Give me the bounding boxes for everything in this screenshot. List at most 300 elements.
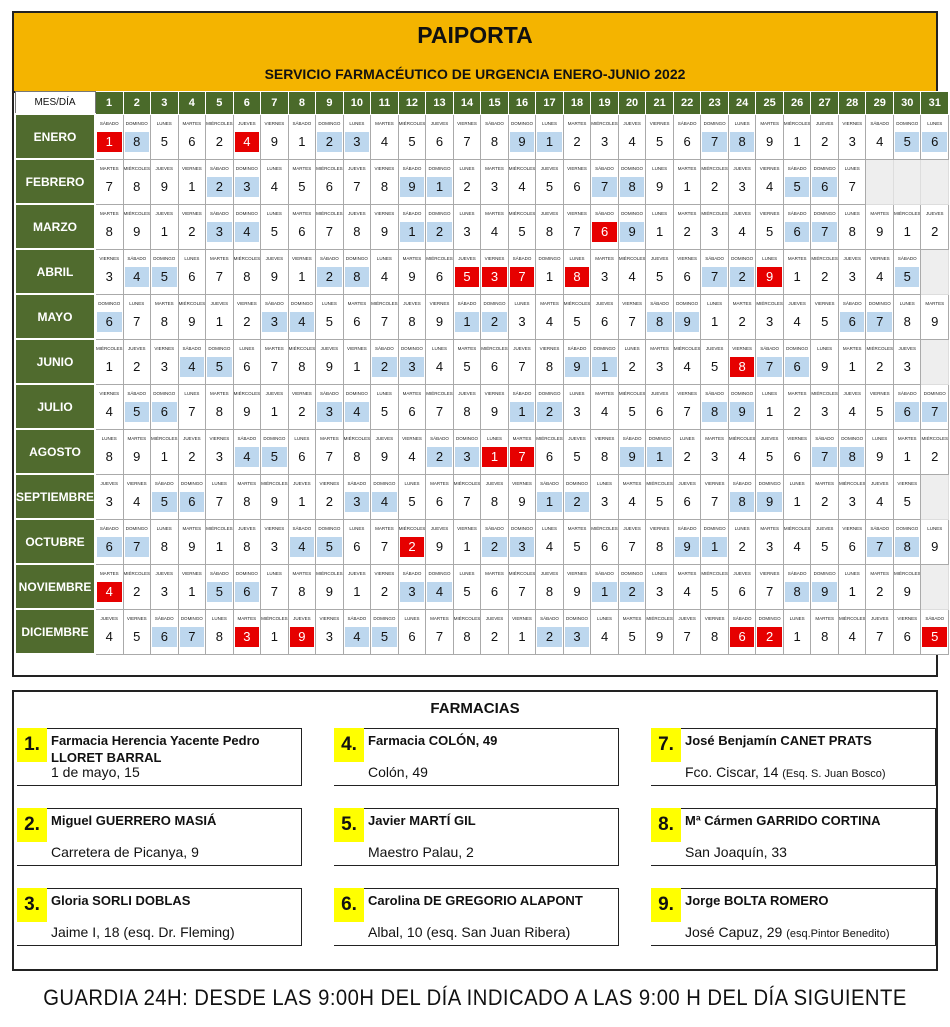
pharmacy-number: 9 <box>903 583 911 599</box>
weekday-label: JUEVES <box>540 165 559 171</box>
weekday-label: SÁBADO <box>237 435 257 441</box>
weekday-label: VIERNES <box>814 300 835 306</box>
pharmacy-number: 6 <box>325 178 334 194</box>
day-cell <box>453 294 481 339</box>
day-cell <box>811 294 839 339</box>
weekday-label: VIERNES <box>869 255 890 261</box>
month-row <box>15 114 949 159</box>
pharmacy-number: 2 <box>537 627 562 647</box>
pharmacy-number: 6 <box>188 268 196 284</box>
weekday-label: LUNES <box>872 435 888 441</box>
day-cell <box>206 519 234 564</box>
pharmacy-number: 1 <box>188 178 196 194</box>
day-cell <box>233 564 261 609</box>
day-cell <box>123 429 151 474</box>
pharmacy-number: 5 <box>655 133 664 149</box>
day-cell <box>728 114 756 159</box>
weekday-label: DOMINGO <box>676 300 699 306</box>
pharmacy-number: 6 <box>683 268 691 284</box>
weekday-label: SÁBADO <box>677 525 697 531</box>
day-cell <box>893 204 921 249</box>
pharmacy-number: 7 <box>188 403 196 419</box>
weekday-label: JUEVES <box>155 210 174 216</box>
day-cell <box>508 564 536 609</box>
day-header: 5 <box>206 92 234 115</box>
day-cell <box>618 609 646 654</box>
pharmacy-number: 2 <box>463 178 471 194</box>
weekday-label: MARTES <box>237 480 257 486</box>
pharmacy-number: 3 <box>766 538 774 554</box>
weekday-label: SÁBADO <box>897 255 917 261</box>
weekday-label: MIÉRCOLES <box>508 210 536 216</box>
pharmacy-number-badge: 7. <box>651 728 681 762</box>
day-cell <box>701 474 729 519</box>
pharmacy-number: 9 <box>188 538 196 554</box>
page-title: PAIPORTA <box>417 22 533 48</box>
pharmacy-name: Javier MARTÍ GIL <box>368 813 476 828</box>
header-month-day-label: MES/DÍA <box>15 92 95 115</box>
pharmacy-number: 3 <box>766 313 774 329</box>
pharmacy-number: 7 <box>848 178 856 194</box>
weekday-label: MIÉRCOLES <box>618 255 646 261</box>
weekday-label: SÁBADO <box>705 255 724 261</box>
pharmacy-number: 4 <box>545 538 554 554</box>
pharmacy-number: 4 <box>235 447 260 467</box>
day-cell <box>398 159 426 204</box>
day-cell <box>646 609 674 654</box>
weekday-label: DOMINGO <box>98 300 121 306</box>
pharmacy-number: 9 <box>565 357 590 377</box>
pharmacy-number: 9 <box>188 313 196 329</box>
pharmacy-number: 3 <box>573 403 581 419</box>
day-header: 1 <box>95 92 123 115</box>
weekday-label: LUNES <box>652 210 668 216</box>
weekday-label: LUNES <box>514 300 530 306</box>
weekday-label: JUEVES <box>430 525 449 531</box>
pharmacy-number: 3 <box>848 133 856 149</box>
weekday-label: MIÉRCOLES <box>123 210 151 216</box>
pharmacy-number: 2 <box>188 448 196 464</box>
weekday-label: DOMINGO <box>621 165 644 171</box>
pharmacy-number: 5 <box>655 493 664 509</box>
day-header: 22 <box>673 92 701 115</box>
weekday-label: VIERNES <box>732 345 753 351</box>
weekday-label: SÁBADO <box>870 525 890 531</box>
day-cell <box>838 609 866 654</box>
weekday-label: LUNES <box>349 525 365 531</box>
weekday-label: VIERNES <box>126 615 147 621</box>
pharmacy-number-badge: 3. <box>17 888 47 922</box>
pharmacy-number: 4 <box>290 312 315 332</box>
month-row <box>15 339 949 384</box>
pharmacy-number: 3 <box>600 493 609 509</box>
pharmacy-number: 1 <box>793 493 801 509</box>
pharmacy-number: 3 <box>455 447 480 467</box>
weekday-label: JUEVES <box>925 210 944 216</box>
pharmacy-number: 5 <box>463 583 471 599</box>
day-cell <box>783 159 811 204</box>
day-cell <box>206 294 234 339</box>
day-cell <box>536 339 564 384</box>
day-cell <box>178 384 206 429</box>
weekday-label: DOMINGO <box>428 165 451 171</box>
weekday-label: LUNES <box>789 480 805 486</box>
day-cell <box>701 429 729 474</box>
month-label: OCTUBRE <box>15 519 95 564</box>
day-cell <box>536 564 564 609</box>
pharmacy-number: 5 <box>573 313 581 329</box>
weekday-label: LUNES <box>597 480 613 486</box>
pharmacy-number: 8 <box>298 358 306 374</box>
day-cell <box>316 249 344 294</box>
weekday-label: JUEVES <box>210 300 229 306</box>
day-cell <box>233 429 261 474</box>
day-cell <box>233 114 261 159</box>
pharmacy-number: 4 <box>97 582 122 602</box>
pharmacy-number: 7 <box>270 583 278 599</box>
day-cell <box>178 339 206 384</box>
day-cell <box>261 294 289 339</box>
pharmacy-number: 4 <box>235 132 260 152</box>
day-cell <box>756 474 784 519</box>
day-cell <box>206 159 234 204</box>
day-cell <box>701 564 729 609</box>
pharmacy-number: 8 <box>243 493 251 509</box>
weekday-label: MIÉRCOLES <box>288 345 316 351</box>
pharmacy-number: 5 <box>380 403 389 419</box>
day-cell <box>783 384 811 429</box>
weekday-label: SÁBADO <box>99 120 119 126</box>
day-cell <box>288 519 316 564</box>
pharmacy-number: 6 <box>683 493 691 509</box>
weekday-label: DOMINGO <box>153 255 176 261</box>
day-cell <box>701 609 729 654</box>
weekday-label: JUEVES <box>678 480 696 486</box>
pharmacy-number: 6 <box>600 538 609 554</box>
day-cell <box>288 339 316 384</box>
month-row <box>15 429 949 474</box>
day-cell <box>811 609 839 654</box>
day-cell <box>811 474 839 519</box>
weekday-label: JUEVES <box>650 255 669 261</box>
weekday-label: MARTES <box>732 300 752 306</box>
weekday-label: JUEVES <box>870 615 889 621</box>
weekday-label: DOMINGO <box>318 120 341 126</box>
weekday-label: SÁBADO <box>485 120 504 126</box>
empty-cell <box>866 159 894 204</box>
weekday-label: DOMINGO <box>841 435 864 441</box>
pharmacy-number: 9 <box>243 403 251 419</box>
weekday-label: VIERNES <box>319 480 340 486</box>
weekday-label: JUEVES <box>375 435 394 441</box>
page-subtitle: SERVICIO FARMACÉUTICO DE URGENCIA ENERO-JUNIO 2022 <box>264 66 686 82</box>
weekday-label: MARTES <box>650 345 669 351</box>
pharmacy-number-badge: 5. <box>334 808 364 842</box>
day-cell <box>123 294 151 339</box>
pharmacy-number: 8 <box>647 312 672 332</box>
weekday-label: MIÉRCOLES <box>316 165 343 171</box>
day-cell <box>756 294 784 339</box>
weekday-label: LUNES <box>542 525 558 531</box>
weekday-label: DOMINGO <box>538 390 561 396</box>
pharmacy-number: 8 <box>620 177 645 197</box>
weekday-label: DOMINGO <box>235 570 258 576</box>
day-cell <box>728 294 756 339</box>
weekday-label: SÁBADO <box>209 570 229 576</box>
weekday-label: LUNES <box>486 435 502 441</box>
day-header: 14 <box>453 92 481 115</box>
weekday-label: SÁBADO <box>209 210 229 216</box>
day-cell <box>178 159 206 204</box>
pharmacy-number: 9 <box>325 358 334 374</box>
weekday-label: MIÉRCOLES <box>921 435 948 441</box>
pharmacy-number: 3 <box>160 583 168 599</box>
weekday-label: MIÉRCOLES <box>783 525 811 531</box>
pharmacy-number: 5 <box>325 313 334 329</box>
weekday-label: JUEVES <box>733 570 751 576</box>
pharmacy-number: 1 <box>353 358 361 374</box>
pharmacy-number: 7 <box>922 402 947 422</box>
weekday-label: MARTES <box>320 435 339 441</box>
pharmacy-number: 8 <box>105 448 113 464</box>
weekday-label: LUNES <box>156 525 172 531</box>
day-cell <box>536 114 564 159</box>
weekday-label: VIERNES <box>842 525 863 531</box>
pharmacy-number: 4 <box>683 583 691 599</box>
day-cell <box>701 339 729 384</box>
pharmacy-number: 9 <box>435 313 444 329</box>
pharmacy-number: 8 <box>490 133 499 149</box>
day-cell <box>453 159 481 204</box>
weekday-label: MARTES <box>154 300 174 306</box>
pharmacy-number: 6 <box>793 448 801 464</box>
weekday-label: LUNES <box>239 345 255 351</box>
weekday-label: VIERNES <box>292 255 312 261</box>
weekday-label: SÁBADO <box>292 525 312 531</box>
weekday-label: DOMINGO <box>731 255 754 261</box>
pharmacy-number: 8 <box>463 628 471 644</box>
day-cell <box>811 384 839 429</box>
day-cell <box>563 339 591 384</box>
day-cell <box>371 429 399 474</box>
pharmacy-number: 9 <box>435 538 444 554</box>
weekday-label: LUNES <box>542 120 558 126</box>
day-cell <box>618 159 646 204</box>
pharmacy-address: Fco. Ciscar, 14 <box>685 764 779 780</box>
pharmacy-number-badge: 6. <box>334 888 364 922</box>
day-cell <box>536 519 564 564</box>
weekday-label: MARTES <box>705 435 724 441</box>
pharmacy-number: 2 <box>931 223 939 239</box>
pharmacy-number: 1 <box>647 447 672 467</box>
day-cell <box>151 249 179 294</box>
pharmacy-number: 4 <box>345 627 370 647</box>
weekday-label: VIERNES <box>484 255 505 261</box>
day-cell <box>563 519 591 564</box>
day-cell <box>673 519 701 564</box>
day-cell <box>508 519 536 564</box>
pharmacy-number: 1 <box>298 493 306 509</box>
day-cell <box>261 564 289 609</box>
weekday-label: SÁBADO <box>154 480 174 486</box>
day-cell <box>453 384 481 429</box>
weekday-label: DOMINGO <box>235 210 258 216</box>
pharmacy-number: 3 <box>105 268 113 284</box>
weekday-label: MARTES <box>402 255 422 261</box>
weekday-label: JUEVES <box>348 210 366 216</box>
pharmacy-number: 1 <box>537 132 562 152</box>
weekday-label: SÁBADO <box>320 390 339 396</box>
month-label: JULIO <box>15 384 95 429</box>
day-cell <box>343 339 371 384</box>
pharmacy-number: 7 <box>711 493 719 509</box>
day-cell <box>426 384 454 429</box>
pharmacy-number: 7 <box>510 267 535 287</box>
pharmacy-number: 9 <box>325 583 334 599</box>
pharmacy-number: 6 <box>922 132 947 152</box>
pharmacy-address-line <box>685 764 935 780</box>
weekday-label: MARTES <box>99 210 119 216</box>
pharmacy-address: Carretera de Picanya, 9 <box>51 844 199 860</box>
weekday-label: MIÉRCOLES <box>728 435 756 441</box>
weekday-label: VIERNES <box>181 165 202 171</box>
day-cell <box>343 159 371 204</box>
day-cell <box>178 429 206 474</box>
pharmacy-address-line <box>368 844 618 860</box>
day-cell <box>261 474 289 519</box>
pharmacy-card <box>651 808 936 868</box>
weekday-label: MARTES <box>430 480 449 486</box>
day-cell <box>783 204 811 249</box>
pharmacy-card <box>651 888 936 948</box>
day-cell <box>508 429 536 474</box>
day-cell <box>783 294 811 339</box>
pharmacy-number: 6 <box>97 537 122 557</box>
pharmacy-number: 8 <box>463 403 471 419</box>
weekday-label: MARTES <box>99 165 119 171</box>
pharmacy-number: 9 <box>573 583 581 599</box>
pharmacy-number: 3 <box>235 627 260 647</box>
pharmacy-number: 3 <box>565 627 590 647</box>
day-cell <box>178 249 206 294</box>
day-cell <box>426 339 454 384</box>
day-cell <box>756 249 784 294</box>
day-cell <box>261 429 289 474</box>
pharmacy-number: 1 <box>482 447 507 467</box>
pharmacy-number: 6 <box>812 177 837 197</box>
day-cell <box>536 249 564 294</box>
day-cell <box>756 564 784 609</box>
pharmacy-number: 7 <box>518 583 526 599</box>
weekday-label: JUEVES <box>540 210 559 216</box>
weekday-label: MIÉRCOLES <box>536 435 563 441</box>
day-cell <box>206 249 234 294</box>
day-cell <box>316 609 344 654</box>
pharmacy-number: 3 <box>262 312 287 332</box>
day-cell <box>453 564 481 609</box>
weekday-label: JUEVES <box>843 390 861 396</box>
day-cell <box>371 564 399 609</box>
weekday-label: MIÉRCOLES <box>151 435 178 441</box>
pharmacy-number: 4 <box>235 222 260 242</box>
pharmacy-number: 5 <box>628 403 636 419</box>
weekday-label: MARTES <box>485 570 504 576</box>
day-cell <box>261 114 289 159</box>
pharmacy-number: 6 <box>97 312 122 332</box>
day-cell <box>701 114 729 159</box>
pharmacy-number: 1 <box>510 402 535 422</box>
pharmacy-number: 4 <box>683 358 691 374</box>
weekday-label: LUNES <box>459 570 475 576</box>
pharmacy-number: 8 <box>702 402 727 422</box>
day-cell <box>701 159 729 204</box>
day-cell <box>233 294 261 339</box>
pharmacy-name: Jorge BOLTA ROMERO <box>685 893 829 908</box>
day-cell <box>343 294 371 339</box>
weekday-label: JUEVES <box>623 525 641 531</box>
day-cell <box>151 609 179 654</box>
day-header: 4 <box>178 92 206 115</box>
month-row <box>15 474 949 519</box>
pharmacy-number: 8 <box>785 582 810 602</box>
day-cell <box>921 429 949 474</box>
day-cell <box>591 474 619 519</box>
pharmacy-number: 3 <box>235 177 260 197</box>
weekday-label: MARTES <box>870 570 890 576</box>
pharmacy-number: 6 <box>545 448 554 464</box>
day-header: 29 <box>866 92 894 115</box>
pharmacy-number: 5 <box>821 313 829 329</box>
month-label: AGOSTO <box>15 429 95 474</box>
weekday-label: MARTES <box>182 120 202 126</box>
pharmacy-number: 4 <box>628 268 636 284</box>
day-cell <box>288 249 316 294</box>
pharmacy-number: 7 <box>435 403 444 419</box>
weekday-label: DOMINGO <box>758 615 781 621</box>
day-cell <box>508 294 536 339</box>
pharmacy-number: 5 <box>518 223 526 239</box>
pharmacy-number: 7 <box>867 537 892 557</box>
pharmacy-number: 1 <box>793 268 801 284</box>
day-cell <box>673 429 701 474</box>
day-cell <box>646 429 674 474</box>
pharmacy-number: 6 <box>188 133 196 149</box>
day-cell <box>398 384 426 429</box>
weekday-label: MARTES <box>402 390 422 396</box>
pharmacy-number: 6 <box>435 268 444 284</box>
pharmacy-number: 8 <box>105 223 113 239</box>
weekday-label: JUEVES <box>733 165 751 171</box>
pharmacy-number: 4 <box>518 178 526 194</box>
weekday-label: LUNES <box>927 525 943 531</box>
day-cell <box>123 114 151 159</box>
pharmacy-number: 5 <box>895 267 920 287</box>
pharmacy-number: 8 <box>730 492 755 512</box>
day-cell <box>206 339 234 384</box>
weekday-label: JUEVES <box>183 435 201 441</box>
weekday-label: VIERNES <box>126 480 147 486</box>
weekday-label: LUNES <box>844 165 860 171</box>
day-cell <box>893 609 921 654</box>
day-cell <box>536 384 564 429</box>
pharmacy-number: 8 <box>895 537 920 557</box>
weekday-label: MARTES <box>210 255 229 261</box>
pharmacy-number: 9 <box>655 628 664 644</box>
weekday-label: MIÉRCOLES <box>701 210 728 216</box>
pharmacy-address-line <box>51 844 301 860</box>
pharmacy-number: 3 <box>848 268 856 284</box>
day-cell <box>288 609 316 654</box>
